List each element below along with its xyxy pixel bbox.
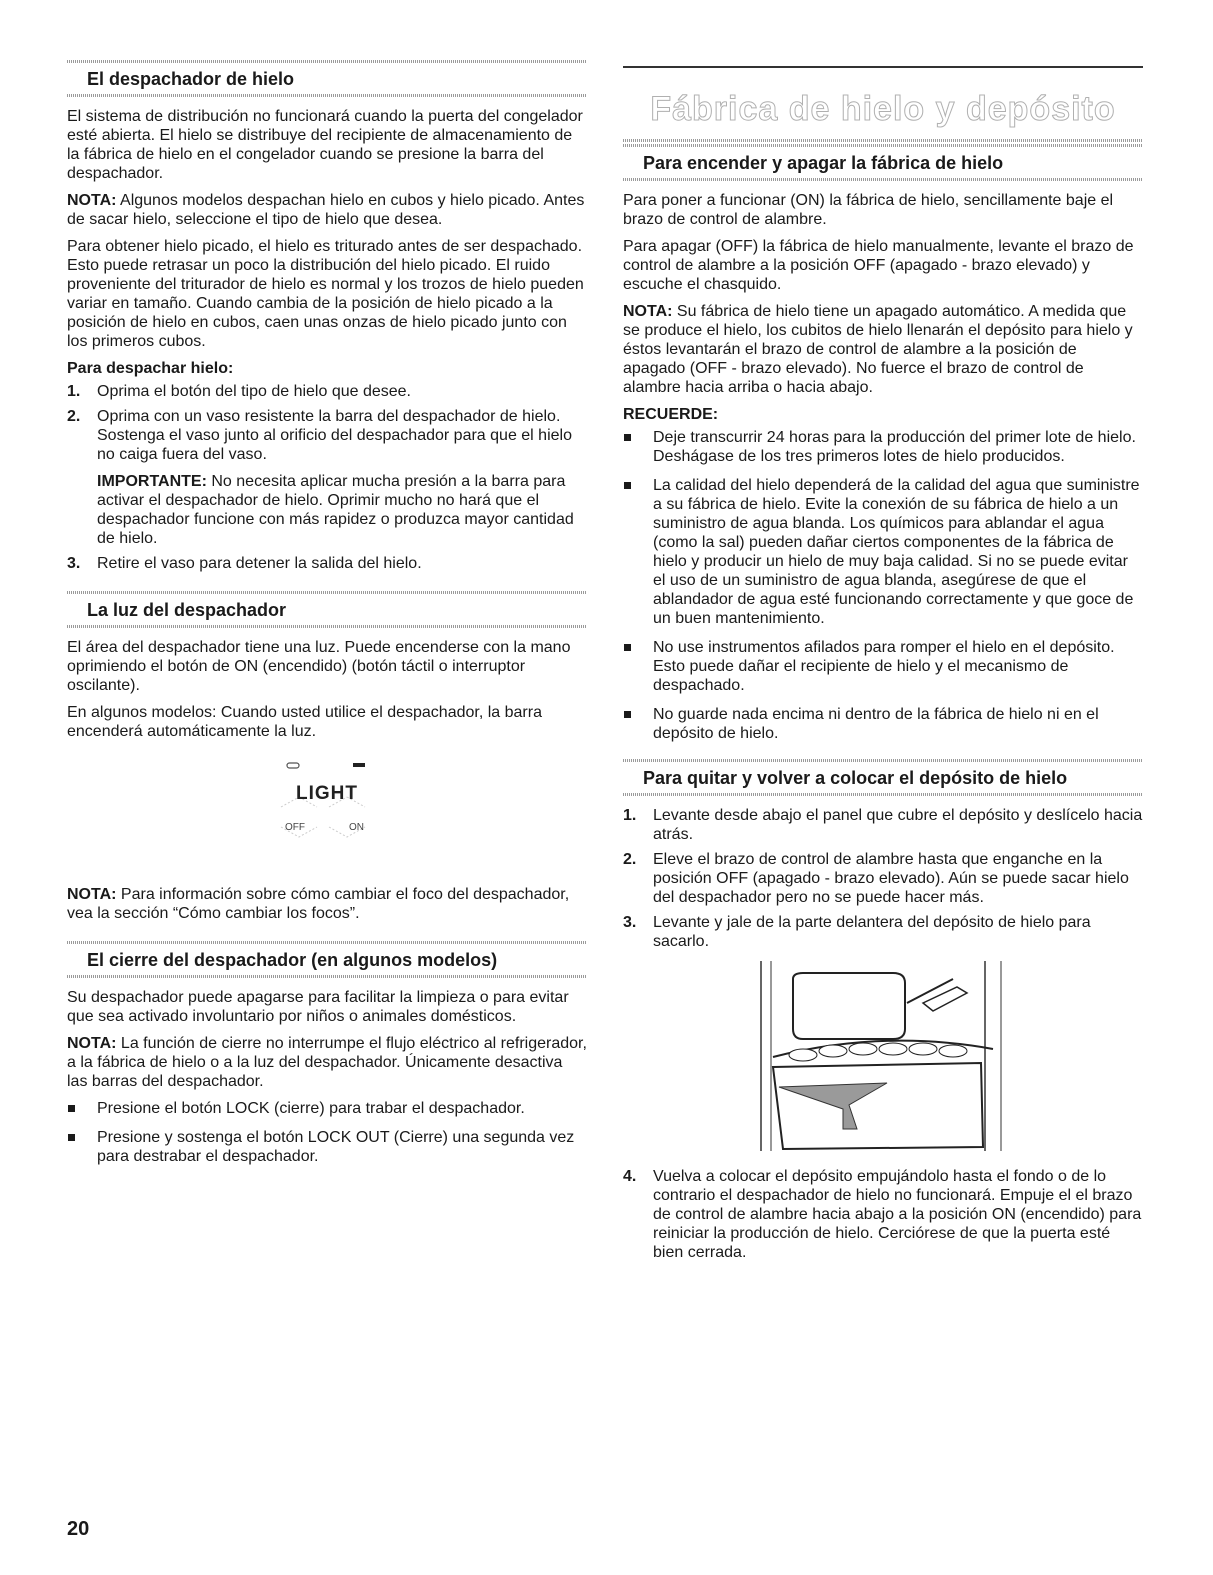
list-item bbox=[623, 850, 1143, 907]
step-number: 1. bbox=[623, 807, 637, 824]
on-indicator-icon bbox=[353, 763, 365, 767]
step-number: 1. bbox=[67, 383, 81, 400]
step-number: 3. bbox=[623, 914, 637, 931]
list-item: Deje transcurrir 24 horas para la producción del primer lote de hielo. Deshágase de los tres primeros lotes de hielo producidos. bbox=[623, 428, 1143, 466]
heading-ice-bin: Para quitar y volver a colocar el depósito de hielo bbox=[623, 759, 1143, 796]
note-text: Su fábrica de hielo tiene un apagado automático. A medida que se produce el hielo, los cubitos de hielo llenarán el depósito para hielo y éstos levantarán el brazo de control de alambre a la posición de apagado (OFF - brazo elevado). No fuerce el brazo de control de alambre hacia arriba o hacia abajo. bbox=[623, 303, 1133, 396]
important-note bbox=[97, 472, 587, 548]
heading-dispenser-ice: El despachador de hielo bbox=[67, 60, 587, 97]
note-label: NOTA: bbox=[67, 192, 117, 209]
paragraph: Para poner a funcionar (ON) la fábrica de hielo, sencillamente baje el brazo de control de alambre. bbox=[623, 192, 1114, 228]
section-title: Fábrica de hielo y depósito bbox=[623, 66, 1143, 139]
paragraph: Para apagar (OFF) la fábrica de hielo manualmente, levante el brazo de control de alambre a la posición OFF (apagado - brazo elevado) y escuche el chasquido. bbox=[623, 238, 1134, 293]
list-item bbox=[67, 382, 587, 401]
remember-label: RECUERDE: bbox=[623, 406, 719, 423]
subheading-dispense-ice: Para despachar hielo: bbox=[67, 360, 234, 377]
bullet-list bbox=[67, 1099, 587, 1166]
list-item bbox=[623, 913, 1143, 951]
list-item bbox=[623, 806, 1143, 844]
paragraph: Su despachador puede apagarse para facilitar la limpieza o para evitar que sea activado involuntario por niños o animales domésticos. bbox=[67, 989, 569, 1025]
heading-dispenser-light: La luz del despachador bbox=[67, 591, 587, 628]
heading-dispenser-lock: El cierre del despachador (en algunos modelos) bbox=[67, 941, 587, 978]
important-text: No necesita aplicar mucha presión a la barra para activar el despachador de hielo. Oprimir mucho no hará que el despachador funcione con más rapidez o produzca mayor cantidad de hielo. bbox=[97, 473, 574, 547]
paragraph: El sistema de distribución no funcionará cuando la puerta del congelador esté abierta. El hielo se distribuye del recipiente de almacenamiento de la fábrica de hielo en el congelador cuando se presione la barra del despachador. bbox=[67, 108, 583, 182]
steps-list bbox=[67, 382, 587, 573]
paragraph: Para obtener hielo picado, el hielo es triturado antes de ser despachado. Esto puede retrasar un poco la distribución del hielo picado. El ruido proveniente del triturador de hielo es normal y los trozos de hielo pueden variar en tamaño. Cuando cambia de la posición de hielo picado a la posición de hielo en cubos, caen unas onzas de hielo picado junto con los primeros cubos. bbox=[67, 238, 584, 350]
note bbox=[623, 302, 1143, 397]
step-number: 2. bbox=[623, 851, 637, 868]
steps-list bbox=[623, 806, 1143, 951]
ice-bin-shape bbox=[773, 1063, 983, 1149]
bullet-list bbox=[623, 428, 1143, 743]
right-column bbox=[623, 66, 1143, 1270]
step-text: Retire el vaso para detener la salida del hielo. bbox=[97, 555, 422, 572]
light-label: LIGHT bbox=[296, 783, 358, 804]
step-number: 2. bbox=[67, 408, 81, 425]
light-switch-figure bbox=[67, 749, 587, 869]
left-column bbox=[67, 60, 587, 1176]
note-text: La función de cierre no interrumpe el flujo eléctrico al refrigerador, a la fábrica de hielo o a la luz del despachador. Únicamente desactiva las barras del despachador. bbox=[67, 1035, 587, 1090]
heading-ice-maker-on-off: Para encender y apagar la fábrica de hielo bbox=[623, 144, 1143, 181]
note-text: Para información sobre cómo cambiar el foco del despachador, vea la sección “Cómo cambiar los focos”. bbox=[67, 886, 570, 922]
note-text: Algunos modelos despachan hielo en cubos y hielo picado. Antes de sacar hielo, seleccione el tipo de hielo que desea. bbox=[67, 192, 585, 228]
step-text: Levante desde abajo el panel que cubre el depósito y deslícelo hacia atrás. bbox=[653, 807, 1143, 843]
paragraph: El área del despachador tiene una luz. Puede encenderse con la mano oprimiendo el botón de ON (encendido) (botón táctil o interruptor oscilante). bbox=[67, 639, 571, 694]
note bbox=[67, 885, 587, 923]
step-text: Vuelva a colocar el depósito empujándolo hasta el fondo o de lo contrario el despachador de hielo no funcionará. Empuje el el brazo de control de alambre hacia abajo a la posición ON (encendido) para reiniciar la producción de hielo. Cerciórese de que la puerta esté bien cerrada. bbox=[653, 1168, 1142, 1261]
ice-bin-figure bbox=[623, 959, 1143, 1159]
off-indicator-icon bbox=[287, 763, 299, 768]
paragraph: En algunos modelos: Cuando usted utilice el despachador, la barra encenderá automáticamente la luz. bbox=[67, 704, 542, 740]
page-number: 20 bbox=[67, 1518, 90, 1540]
list-item: No guarde nada encima ni dentro de la fábrica de hielo ni en el depósito de hielo. bbox=[623, 705, 1143, 743]
note-label: NOTA: bbox=[67, 1035, 117, 1052]
note bbox=[67, 1034, 587, 1091]
step-text: Oprima el botón del tipo de hielo que desee. bbox=[97, 383, 411, 400]
list-item bbox=[623, 1167, 1143, 1262]
ice-bin-illustration bbox=[623, 959, 1143, 1159]
light-switch-illustration bbox=[67, 749, 587, 869]
list-item bbox=[67, 554, 587, 573]
step-text: Oprima con un vaso resistente la barra del despachador de hielo. Sostenga el vaso junto al orificio del despachador para que el hielo no caiga fuera del vaso. bbox=[97, 408, 572, 463]
note-label: NOTA: bbox=[67, 886, 117, 903]
steps-list bbox=[623, 1167, 1143, 1262]
step-number: 3. bbox=[67, 555, 81, 572]
note bbox=[67, 191, 587, 229]
important-label: IMPORTANTE: bbox=[97, 473, 207, 490]
list-item: La calidad del hielo dependerá de la calidad del agua que suministre a su fábrica de hielo. Evite la conexión de su fábrica de hielo a un suministro de agua blanda. Los químicos para ablandar el agua (como la sal) pueden dañar ciertos componentes de la fábrica de hielo y producir un hielo de muy baja calidad. Si no se puede evitar el uso de un suministro de agua blanda, asegúrese de que el ablandador de agua esté funcionando correctamente y que goce de un buen mantenimiento. bbox=[623, 476, 1143, 628]
section-divider bbox=[623, 139, 1143, 142]
off-label: OFF bbox=[285, 822, 305, 833]
list-item: Presione y sostenga el botón LOCK OUT (Cierre) una segunda vez para destrabar el despachador. bbox=[67, 1128, 587, 1166]
step-number: 4. bbox=[623, 1168, 637, 1185]
step-text: Levante y jale de la parte delantera del depósito de hielo para sacarlo. bbox=[653, 914, 1091, 950]
on-label: ON bbox=[349, 822, 364, 833]
note-label: NOTA: bbox=[623, 303, 673, 320]
list-item: Presione el botón LOCK (cierre) para trabar el despachador. bbox=[67, 1099, 587, 1118]
step-text: Eleve el brazo de control de alambre hasta que enganche en la posición OFF (apagado - brazo elevado). Aún se puede sacar hielo del despachador pero no se puede hacer más. bbox=[653, 851, 1129, 906]
ice-maker-shape bbox=[793, 973, 905, 1039]
list-item bbox=[67, 407, 587, 548]
list-item: No use instrumentos afilados para romper el hielo en el depósito. Esto puede dañar el recipiente de hielo y el mecanismo de despachado. bbox=[623, 638, 1143, 695]
